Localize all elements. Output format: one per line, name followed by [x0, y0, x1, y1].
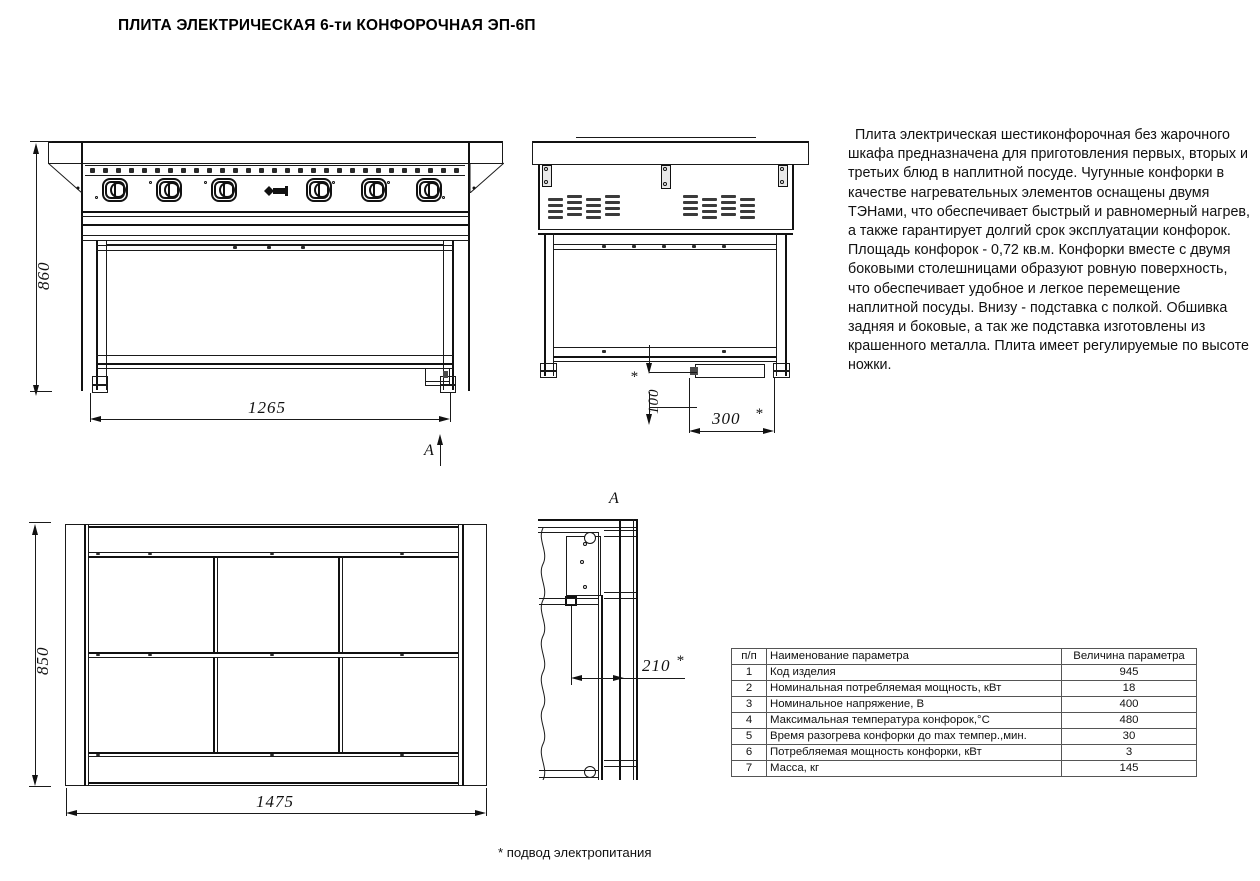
row-num: 6 — [732, 745, 767, 761]
row-value: 18 — [1062, 681, 1197, 697]
top-view-drawing: 850 1475 — [0, 470, 520, 881]
section-a-label: A — [609, 490, 619, 507]
row-num: 3 — [732, 697, 767, 713]
product-description-text: Плита электрическая шестиконфорочная без жарочного шкафа предназначена для приготовления первых, вторых и третьих блюд в наплитной посуде. Чугунные конфорки в качестве нагревательных элементов оснащены двумя ТЭНами, что обеспечивает быстрый и равномерный нагрев, а также гарантирует долгий срок эксплуатации конфорок. Площадь конфорок - 0,72 кв.м. Конфорки вместе с двумя боковыми столешницами образуют ровную поверхность, что обеспечивает удобное и легкое перемещение наплитной посуды. Внизу - подставка с полкой. Обшивка задняя и боковые, а так же подставка изготовлены из крашенного металла. Плита имеет регулируемые по высоте ножки. — [848, 127, 1250, 374]
row-value: 30 — [1062, 729, 1197, 745]
front-view-drawing: 860 1265 A — [0, 0, 520, 470]
table-row — [732, 665, 1197, 681]
page-title: ПЛИТА ЭЛЕКТРИЧЕСКАЯ 6-ти КОНФОРОЧНАЯ ЭП-6П — [118, 17, 536, 34]
row-value: 145 — [1062, 761, 1197, 777]
table-header-name: Наименование параметра — [767, 649, 1062, 665]
table-header-num: п/п — [732, 649, 767, 665]
row-name: Масса, кг — [767, 761, 1062, 777]
row-name: Номинальное напряжение, В — [767, 697, 1062, 713]
row-name: Номинальная потребляемая мощность, кВт — [767, 681, 1062, 697]
row-name: Время разогрева конфорки до max темпер.,мин. — [767, 729, 1062, 745]
row-num: 7 — [732, 761, 767, 777]
parameters-table — [731, 648, 1197, 777]
table-row — [732, 713, 1197, 729]
brand-logo-icon — [264, 184, 294, 203]
row-value: 480 — [1062, 713, 1197, 729]
table-header-value: Величина параметра — [1062, 649, 1197, 665]
row-value: 945 — [1062, 665, 1197, 681]
row-value: 3 — [1062, 745, 1197, 761]
row-num: 1 — [732, 665, 767, 681]
table-row — [732, 761, 1197, 777]
row-num: 5 — [732, 729, 767, 745]
table-row — [732, 681, 1197, 697]
footnote-power-supply: * подвод электропитания — [498, 845, 652, 860]
row-name: Код изделия — [767, 665, 1062, 681]
product-description — [848, 126, 1252, 376]
section-a-drawing: A 210 * — [520, 470, 740, 881]
table-row — [732, 729, 1197, 745]
row-name: Потребляемая мощность конфорки, кВт — [767, 745, 1062, 761]
table-header-row — [732, 649, 1197, 665]
row-name: Максимальная температура конфорок,°С — [767, 713, 1062, 729]
side-view-drawing: 100 * 300 * — [520, 0, 830, 470]
row-num: 2 — [732, 681, 767, 697]
table-row — [732, 745, 1197, 761]
table-row — [732, 697, 1197, 713]
row-num: 4 — [732, 713, 767, 729]
power-inlet-connector — [695, 364, 765, 378]
row-value: 400 — [1062, 697, 1197, 713]
